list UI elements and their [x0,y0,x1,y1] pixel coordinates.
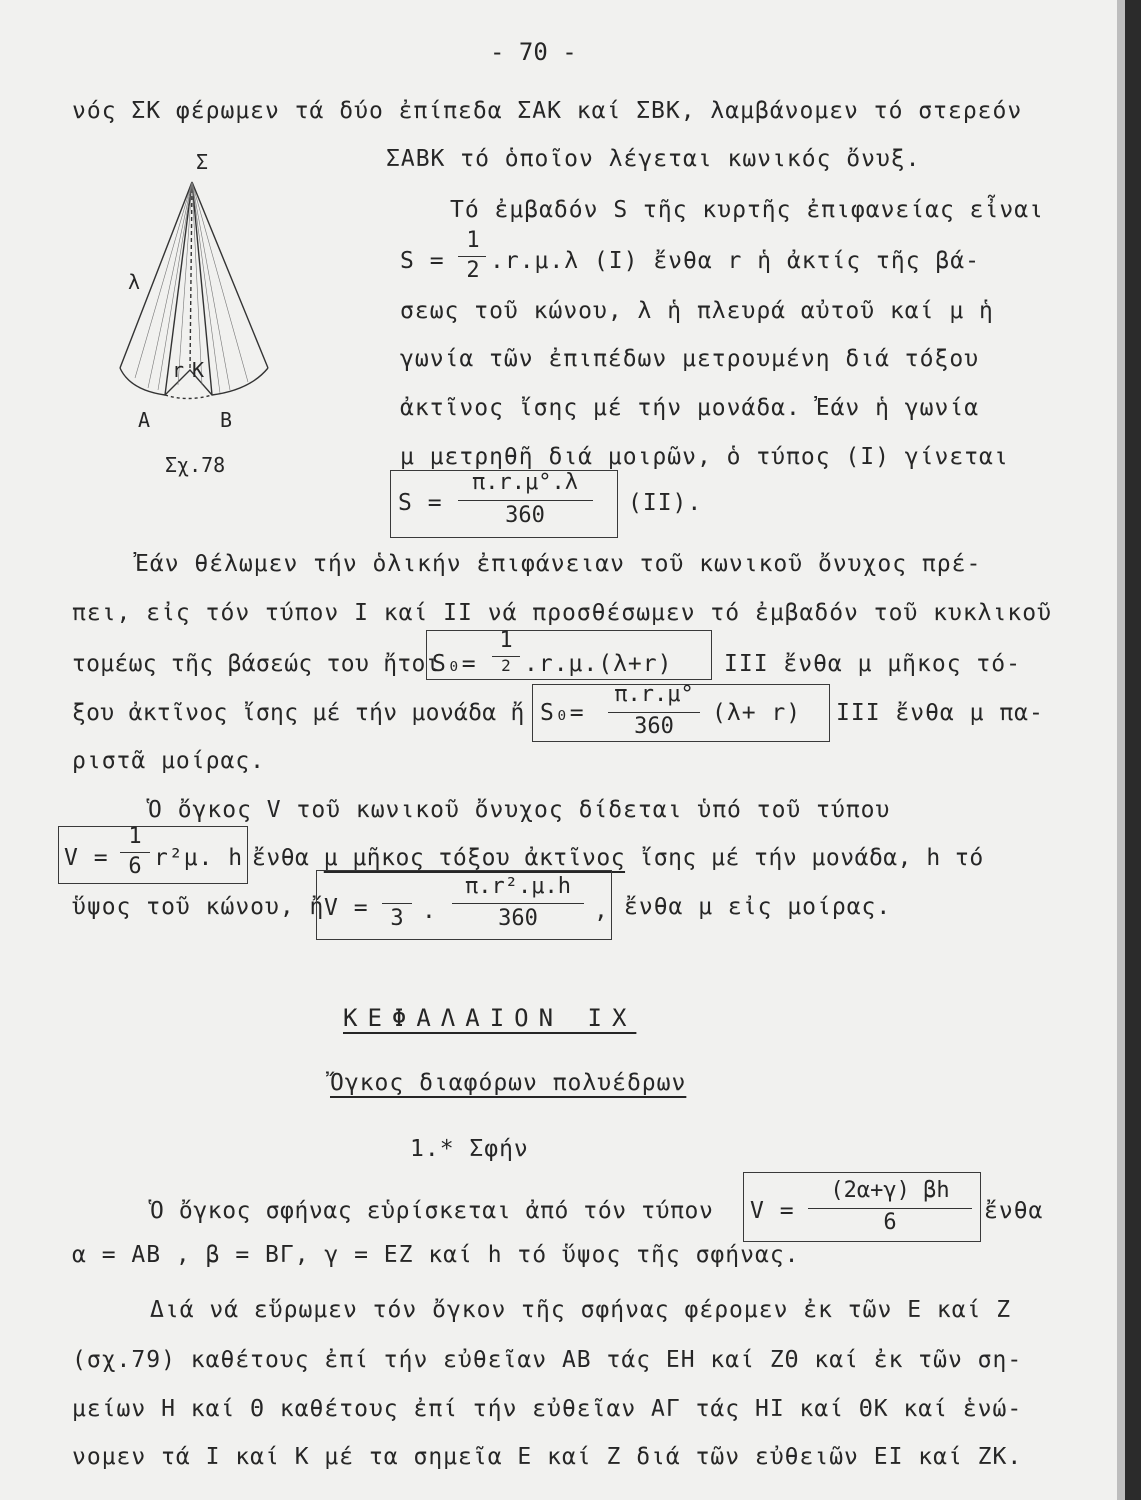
fraction-denominator: 360 [505,503,545,528]
underlined-phrase: μ μῆκος τόξου ἀκτῖνος [323,845,626,871]
fraction-denominator: 3 [390,906,404,931]
formula-text: r²μ. h [154,845,244,871]
fraction-bar [608,712,700,713]
fraction-denominator: 6 [128,854,142,879]
text-line: μείων Η καί Θ καθέτους ἐπί τήν εὐθεῖαν ΑΓ τάς ΗΙ καί ΘΚ καί ἑνώ- [72,1396,1023,1422]
base-left-label: A [138,408,151,432]
apex-label: Σ [196,150,209,174]
scan-edge-shadow [1117,0,1125,1500]
scan-edge [1125,0,1141,1500]
text-line: (II). [628,490,703,516]
text-line: γωνία τῶν ἐπιπέδων μετρουμένη διά τόξου [400,346,980,372]
text-line: .r.μ.λ (I) ἔνθα r ἡ ἀκτίς τῆς βά- [490,248,980,274]
text-line: ΣΑΒΚ τό ὁποῖον λέγεται κωνικός ὄνυξ. [386,146,921,172]
formula-lhs: V = [64,845,109,871]
fraction-numerator: 1 [499,628,513,653]
text-line [252,845,984,871]
edge-label: λ [128,270,141,294]
fraction-denominator: 360 [634,714,674,739]
fraction-denominator: 2 [501,656,511,675]
text-line: τομέως τῆς βάσεώς του ἤτοι [72,651,440,677]
text-line: ἔνθα [984,1198,1044,1224]
text-line: ἔνθα μ εἰς μοίρας. [624,894,892,920]
cone-figure [100,150,280,480]
text-line: Ὁ ὄγκος σφήνας εὑρίσκεται ἀπό τόν τύπον [150,1198,714,1224]
text-line: III ἔνθα μ πα- [836,700,1044,726]
text-segment: ἔνθα [252,845,324,871]
page-number: - 70 - [490,38,577,66]
fraction-bar [808,1208,972,1209]
text-line: νομεν τά Ι καί Κ μέ τα σημεῖα Ε καί Ζ διά τῶν εὐθειῶν ΕΙ καί ΖΚ. [72,1444,1023,1470]
text-line: (σχ.79) καθέτους ἐπί τήν εὐθεῖαν AB τάς ΕΗ καί ΖΘ καί ἐκ τῶν ση- [72,1347,1023,1373]
fraction-numerator: 1 [466,228,480,253]
fraction-numerator: π.r.μ°.λ [472,470,578,495]
formula-lhs: S = [400,248,445,274]
punctuation: , [594,898,609,924]
text-line: ξου ἀκτῖνος ἴσης μέ τήν μονάδα ἤ [72,700,525,726]
fraction-denominator: 2 [466,258,480,283]
fraction-numerator: 1 [128,824,142,849]
fraction-numerator: (2α+γ) βh [830,1178,950,1203]
chapter-heading: ΚΕΦΑΛΑΙΟΝ IX [343,1004,637,1032]
text-line: ριστᾶ μοίρας. [72,748,266,774]
text-line: ὕψος τοῦ κώνου, ἤ [72,894,325,920]
fraction-bar [382,903,412,904]
cone-drawing [100,150,280,480]
text-line: ἀκτῖνος ἴσης μέ τήν μονάδα. Ἐάν ἡ γωνία [400,395,980,421]
fraction-bar [452,903,584,904]
base-right-label: B [220,408,233,432]
fraction-bar [458,256,486,257]
text-line: Ὁ ὄγκος V τοῦ κωνικοῦ ὄνυχος δίδεται ὑπό τοῦ τύπου [148,797,891,823]
text-line: μ μετρηθῆ διά μοιρῶν, ὁ τύπος (I) γίνεται [400,444,1009,470]
fraction-bar [458,500,593,501]
formula-lhs: S₀= [432,651,477,677]
text-line: α = AB , β = ΒΓ, γ = ΕΖ καί h τό ὕψος τῆς σφήνας. [72,1242,800,1268]
formula-lhs: V = [750,1198,795,1224]
center-label: K [192,358,205,382]
fraction-bar [120,852,150,853]
text-line: III ἔνθα μ μῆκος τό- [724,651,1021,677]
text-line: νός ΣΚ φέρωμεν τά δύο ἐπίπεδα ΣΑΚ καί ΣΒΚ, λαμβάνομεν τό στερεόν [72,98,1023,124]
text-line: πει, εἰς τόν τύπον I καί II νά προσθέσωμεν τό ἐμβαδόν τοῦ κυκλικοῦ [72,600,1052,626]
text-line: Διά νά εὕρωμεν τόν ὄγκον τῆς σφήνας φέρομεν ἐκ τῶν Ε καί Ζ [150,1297,1012,1323]
subsection-title: 1.* Σφήν [410,1136,529,1162]
formula-text: (λ+ r) [712,700,802,726]
section-title: Ὄγκος διαφόρων πολυέδρων [330,1070,687,1096]
formula-lhs: V = [324,895,369,921]
multiply-dot: . [422,898,437,924]
fraction-numerator: π.r².μ.h [465,874,571,899]
figure-caption: Σχ.78 [165,453,226,477]
formula-text: .r.μ.(λ+r) [524,651,673,677]
radius-label: r [172,358,185,382]
fraction-denominator: 6 [883,1210,897,1235]
fraction-denominator: 360 [498,906,538,931]
formula-lhs: S₀= [540,700,585,726]
text-line: Ἐάν θέλωμεν τήν ὁλικήν ἐπιφάνειαν τοῦ κωνικοῦ ὄνυχος πρέ- [135,551,982,577]
formula-lhs: S = [398,490,443,516]
fraction-numerator: π.r.μ° [614,682,694,707]
text-line: Τό ἐμβαδόν S τῆς κυρτῆς ἐπιφανείας εἶναι [450,197,1044,223]
text-segment: ἴσης μέ τήν μονάδα, h τό [625,845,984,871]
text-line: σεως τοῦ κώνου, λ ἡ πλευρά αὐτοῦ καί μ ἡ [400,298,994,324]
